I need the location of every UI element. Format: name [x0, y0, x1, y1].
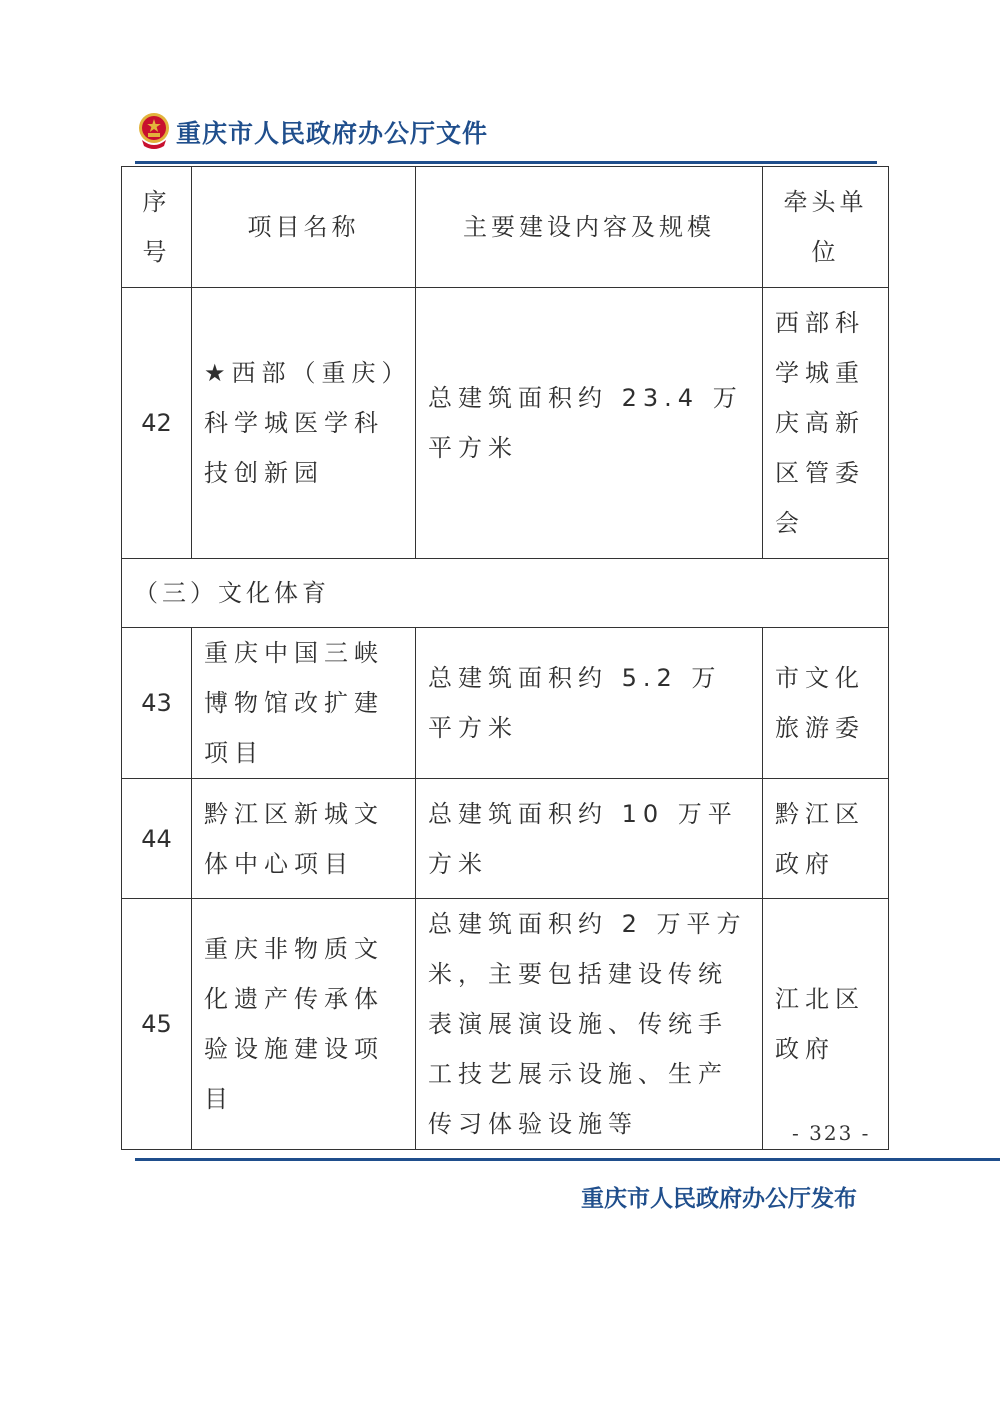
project-name: 重庆非物质文化遗产传承体验设施建设项目: [192, 899, 416, 1150]
lead-unit: 黔江区政府: [763, 779, 889, 899]
footer-divider: [135, 1158, 1000, 1161]
section-title: （三）文化体育: [122, 559, 889, 628]
col-header-unit: 牵头单位: [763, 167, 889, 288]
project-content: 总建筑面积约 10 万平方米: [416, 779, 763, 899]
project-content: 总建筑面积约 23.4 万平方米: [416, 288, 763, 559]
lead-unit: 市文化旅游委: [763, 628, 889, 779]
table-header-row: [122, 167, 889, 288]
project-table: [121, 166, 889, 1150]
project-name: ★西部（重庆）科学城医学科技创新园: [192, 288, 416, 559]
col-header-name: 项目名称: [192, 167, 416, 288]
table-row: [122, 779, 889, 899]
footer-publisher: 重庆市人民政府办公厅发布: [581, 1185, 857, 1212]
document-header-title: 重庆市人民政府办公厅文件: [176, 119, 489, 148]
project-content: 总建筑面积约 2 万平方米，主要包括建设传统表演展演设施、传统手工技艺展示设施、生产传习体验设施等: [416, 899, 763, 1150]
table-row: [122, 288, 889, 559]
lead-unit: 西部科学城重庆高新区管委会: [763, 288, 889, 559]
header-divider: [135, 161, 877, 164]
national-emblem-icon: [136, 110, 172, 150]
section-row: [122, 559, 889, 628]
table-row: [122, 628, 889, 779]
project-name: 黔江区新城文体中心项目: [192, 779, 416, 899]
project-name: 重庆中国三峡博物馆改扩建项目: [192, 628, 416, 779]
col-header-number: 序号: [122, 167, 192, 288]
col-header-content: 主要建设内容及规模: [416, 167, 763, 288]
row-number: 45: [122, 899, 192, 1150]
table-row: [122, 899, 889, 1150]
lead-unit: 江北区政府: [763, 899, 889, 1150]
row-number: 44: [122, 779, 192, 899]
row-number: 43: [122, 628, 192, 779]
project-content: 总建筑面积约 5.2 万平方米: [416, 628, 763, 779]
page-number: - 323 -: [792, 1121, 871, 1145]
row-number: 42: [122, 288, 192, 559]
